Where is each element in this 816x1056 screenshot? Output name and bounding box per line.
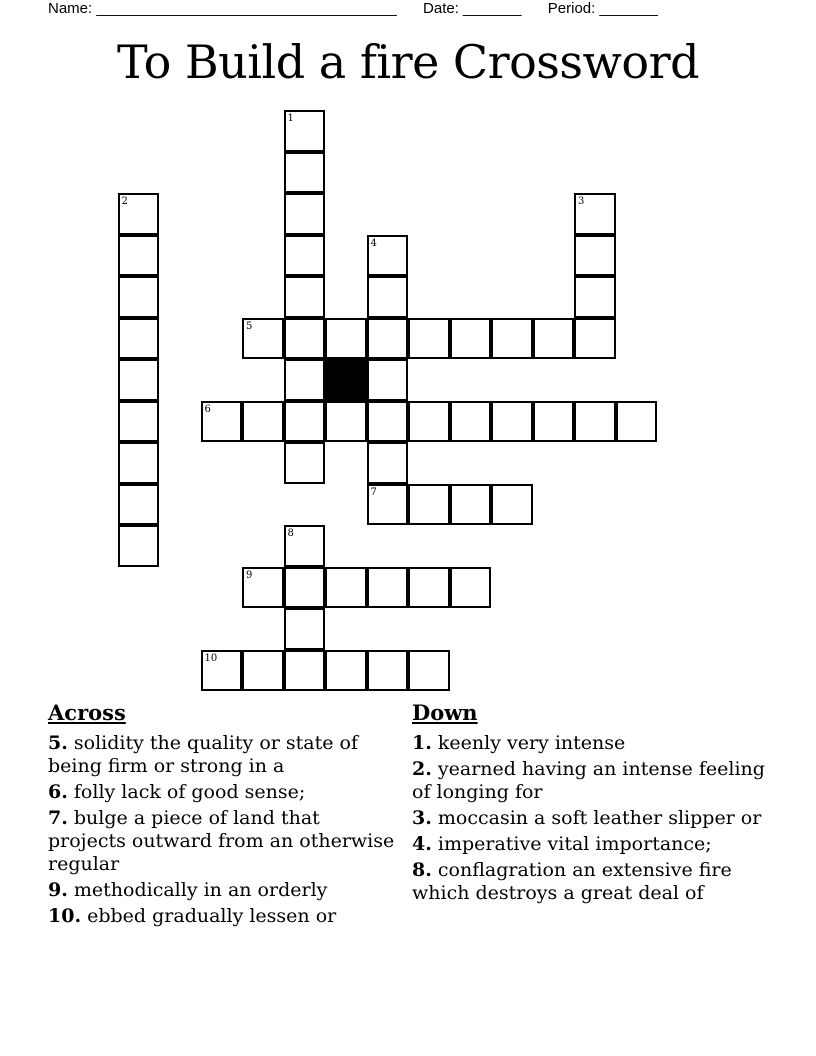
crossword-cell[interactable] <box>367 484 409 526</box>
crossword-cell[interactable] <box>242 650 284 692</box>
crossword-cell[interactable] <box>284 110 326 152</box>
clue-across-5 <box>48 732 398 778</box>
crossword-cell[interactable] <box>450 318 492 360</box>
crossword-cell[interactable] <box>118 484 160 526</box>
crossword-cell[interactable] <box>616 401 658 443</box>
crossword-cell[interactable] <box>284 442 326 484</box>
date-field[interactable]: Date: _______ <box>423 0 522 17</box>
clue-text: solidity the quality or state of being firm or strong in a <box>48 732 358 777</box>
clue-number: 10. <box>48 905 82 927</box>
crossword-cell[interactable] <box>491 401 533 443</box>
clue-number: 9. <box>48 879 68 901</box>
crossword-cell[interactable] <box>284 152 326 194</box>
crossword-cell[interactable] <box>367 318 409 360</box>
clue-down-2 <box>412 758 782 804</box>
clue-number-label: 8 <box>287 528 294 539</box>
crossword-cell[interactable] <box>242 401 284 443</box>
clue-text: keenly very intense <box>437 732 626 754</box>
crossword-cell[interactable] <box>284 193 326 235</box>
clue-across-10 <box>48 905 398 928</box>
crossword-cell[interactable] <box>408 484 450 526</box>
crossword-cell[interactable] <box>284 276 326 318</box>
clue-text: moccasin a soft leather slipper or <box>437 807 762 829</box>
clue-text: conflagration an extensive fire which destroys a great deal of <box>412 859 732 904</box>
clue-down-3 <box>412 807 782 830</box>
clue-number-label: 2 <box>121 196 128 207</box>
crossword-cell[interactable] <box>533 318 575 360</box>
clue-number-label: 10 <box>204 652 218 664</box>
clue-number: 7. <box>48 807 68 829</box>
crossword-cell[interactable] <box>491 484 533 526</box>
clue-text: methodically in an orderly <box>73 879 328 901</box>
crossword-cell[interactable] <box>284 650 326 692</box>
clue-across-9 <box>48 879 398 902</box>
clue-text: yearned having an intense feeling of longing for <box>412 758 765 803</box>
crossword-cell[interactable] <box>408 318 450 360</box>
clue-down-4 <box>412 833 782 856</box>
clue-text: folly lack of good sense; <box>73 781 306 803</box>
crossword-cell[interactable] <box>118 235 160 277</box>
crossword-cell[interactable] <box>367 650 409 692</box>
clue-down-1 <box>412 732 782 755</box>
crossword-cell[interactable] <box>284 401 326 443</box>
crossword-cell[interactable] <box>118 318 160 360</box>
crossword-cell[interactable] <box>367 235 409 277</box>
crossword-cell[interactable] <box>325 567 367 609</box>
clue-down-8 <box>412 859 782 905</box>
crossword-cell[interactable] <box>491 318 533 360</box>
clue-number-label: 4 <box>370 237 377 249</box>
across-clues <box>48 700 398 931</box>
crossword-cell[interactable] <box>118 401 160 443</box>
across-heading: Across <box>48 700 126 725</box>
crossword-cell[interactable] <box>533 401 575 443</box>
clue-number: 8. <box>412 859 432 881</box>
crossword-cell[interactable] <box>574 318 616 360</box>
clue-across-7 <box>48 807 398 876</box>
crossword-cell[interactable] <box>367 276 409 318</box>
crossword-cell[interactable] <box>118 442 160 484</box>
crossword-cell[interactable] <box>242 318 284 360</box>
crossword-cell[interactable] <box>574 193 616 235</box>
crossword-cell[interactable] <box>408 650 450 692</box>
page-title: To Build a fire Crossword <box>116 35 700 89</box>
clue-number: 3. <box>412 807 432 829</box>
crossword-cell[interactable] <box>325 318 367 360</box>
clue-number: 2. <box>412 758 432 780</box>
clue-text: ebbed gradually lessen or <box>87 905 337 927</box>
crossword-cell[interactable] <box>408 567 450 609</box>
clue-number-label: 7 <box>370 486 377 498</box>
crossword-cell[interactable] <box>118 359 160 401</box>
clue-text: imperative vital importance; <box>437 833 712 855</box>
crossword-cell[interactable] <box>201 401 243 443</box>
crossword-cell[interactable] <box>367 567 409 609</box>
period-field[interactable]: Period: _______ <box>547 0 658 17</box>
crossword-cell[interactable] <box>242 567 284 609</box>
crossword-cell[interactable] <box>284 567 326 609</box>
name-field[interactable]: Name: ____________________________________ <box>48 0 397 17</box>
crossword-cell[interactable] <box>574 235 616 277</box>
crossword-cell[interactable] <box>325 401 367 443</box>
crossword-cell[interactable] <box>367 359 409 401</box>
crossword-cell[interactable] <box>450 567 492 609</box>
clue-number: 4. <box>412 833 432 855</box>
black-square <box>325 359 367 401</box>
clue-number-label: 5 <box>246 320 253 332</box>
student-info-header <box>48 0 658 20</box>
clue-number: 1. <box>412 732 432 754</box>
crossword-cell[interactable] <box>367 442 409 484</box>
clue-text: bulge a piece of land that projects outward from an otherwise regular <box>48 807 395 875</box>
clue-number: 6. <box>48 781 68 803</box>
clue-number-label: 9 <box>246 569 253 581</box>
crossword-cell[interactable] <box>325 650 367 692</box>
crossword-cell[interactable] <box>574 401 616 443</box>
crossword-cell[interactable] <box>408 401 450 443</box>
clue-number-label: 3 <box>578 196 585 207</box>
crossword-cell[interactable] <box>284 525 326 567</box>
crossword-cell[interactable] <box>450 484 492 526</box>
crossword-cell[interactable] <box>284 318 326 360</box>
clue-across-6 <box>48 781 398 804</box>
clue-number-label: 1 <box>287 113 294 124</box>
clue-number-label: 6 <box>204 403 211 415</box>
crossword-cell[interactable] <box>450 401 492 443</box>
crossword-cell[interactable] <box>201 650 243 692</box>
crossword-cell[interactable] <box>118 525 160 567</box>
down-clues <box>412 700 782 908</box>
crossword-cell[interactable] <box>367 401 409 443</box>
crossword-cell[interactable] <box>284 359 326 401</box>
crossword-cell[interactable] <box>118 276 160 318</box>
crossword-cell[interactable] <box>284 235 326 277</box>
down-heading: Down <box>412 700 478 725</box>
crossword-cell[interactable] <box>574 276 616 318</box>
clue-number: 5. <box>48 732 68 754</box>
crossword-cell[interactable] <box>284 608 326 650</box>
crossword-cell[interactable] <box>118 193 160 235</box>
